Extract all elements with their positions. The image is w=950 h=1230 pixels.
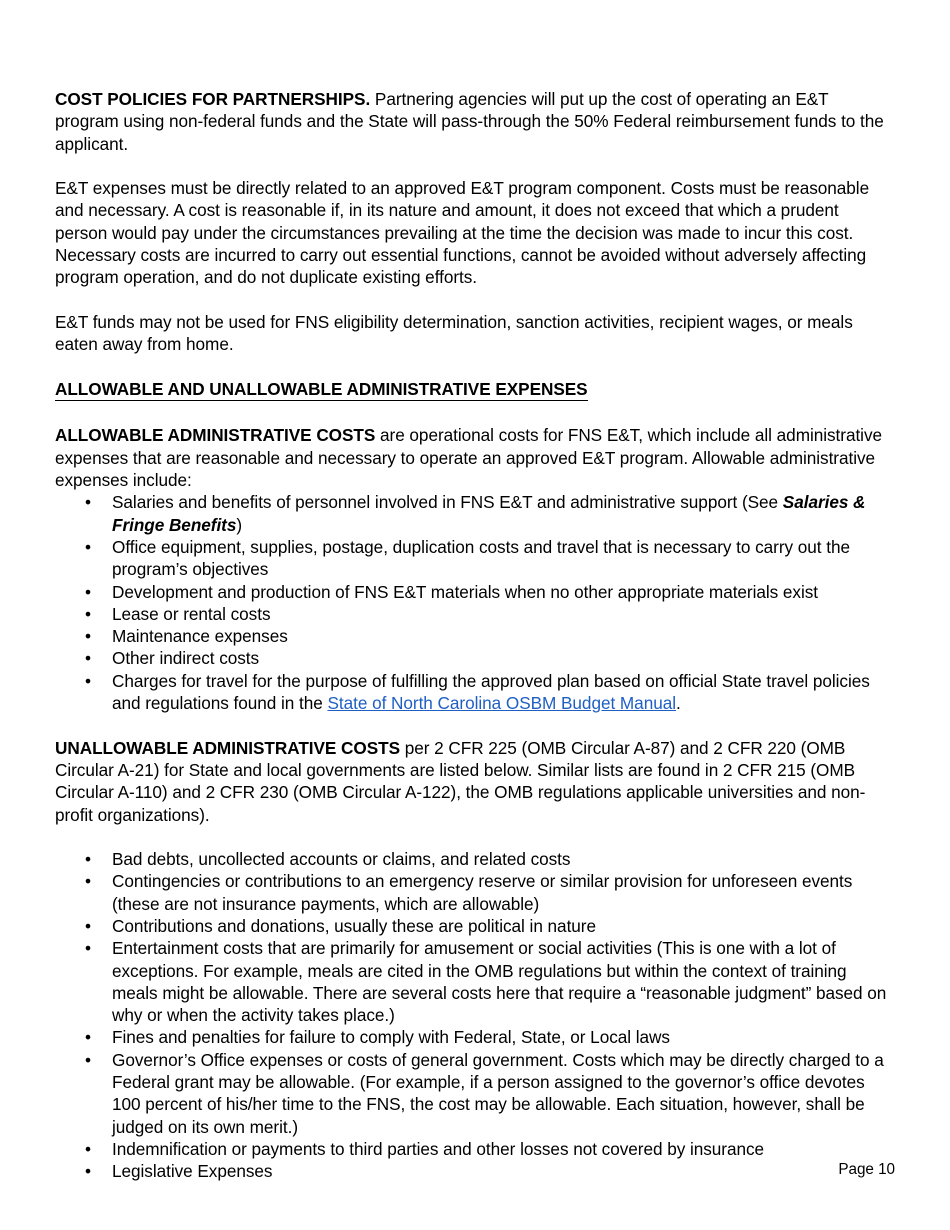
page-footer	[55, 1160, 895, 1179]
section-heading-wrapper	[55, 378, 895, 402]
cost-policies-lead-in: COST POLICIES FOR PARTNERSHIPS.	[55, 89, 371, 109]
list-item	[55, 670, 895, 715]
section-heading-allowable-unallowable: ALLOWABLE AND UNALLOWABLE ADMINISTRATIVE EXPENSES	[55, 378, 588, 401]
list-item-text-after: )	[236, 514, 243, 535]
list-item	[55, 491, 895, 536]
list-item-emphasis: Salaries & Fringe Benefits	[112, 492, 866, 535]
page-number: Page 10	[838, 1161, 895, 1178]
document-body	[55, 88, 895, 1183]
list-item: • Contingencies or contributions to an emergency reserve or similar provision for unforeseen events (these are not insurance payments, which are allowable)	[55, 870, 895, 915]
list-item	[55, 625, 895, 647]
paragraph-spacer	[55, 402, 895, 424]
list-item-text: Charges for travel for the purpose of fulfilling the approved plan based on official State travel policies and regulations found in the	[112, 670, 870, 714]
list-item	[55, 647, 895, 669]
list-item: • Indemnification or payments to third parties and other losses not covered by insurance	[55, 1138, 895, 1160]
list-item: • Legislative Expenses	[55, 1160, 895, 1182]
list-item-text-after: .	[675, 693, 681, 714]
paragraph-spacer	[55, 714, 895, 736]
paragraph-spacer	[55, 289, 895, 311]
list-item-text: Other indirect costs	[112, 648, 260, 669]
allowable-expenses-list	[55, 491, 895, 714]
paragraph-et-funds: E&T funds may not be used for FNS eligibility determination, sanction activities, recipient wages, or meals eaten away from home.	[55, 311, 853, 355]
list-item: • Governor’s Office expenses or costs of general government. Costs which may be directly charged to a Federal grant may be allowable. (For example, if a person assigned to the governor’s office devotes 100 percent of his/her time to the FNS, the cost may be allowable. Each situation, however, shall be judged on its own merit.)	[55, 1049, 895, 1138]
paragraph-allowable-admin-costs	[55, 424, 895, 491]
unallowable-text: per 2 CFR 225 (OMB Circular A-87) and 2 CFR 220 (OMB Circular A-21) for State and local governments are listed below. Similar lists are found in 2 CFR 215 (OMB Circular A-110) and 2 CFR 230 (OMB Circular A-122), the OMB regulations applicable universities and non-profit organizations).	[55, 737, 866, 825]
unallowable-lead-in: UNALLOWABLE ADMINISTRATIVE COSTS	[55, 737, 401, 758]
list-item-text: Office equipment, supplies, postage, duplication costs and travel that is necessary to carry out the program’s objectives	[112, 536, 850, 580]
list-item-text: Maintenance expenses	[112, 626, 288, 647]
list-item-text: Salaries and benefits of personnel involved in FNS E&T and administrative support (See	[112, 492, 783, 513]
list-item	[55, 536, 895, 581]
list-item: • Entertainment costs that are primarily for amusement or social activities (This is one with a lot of exceptions. For example, meals are cited in the OMB regulations but within the context of training meals might be allowable. There are several costs here that require a “reasonable judgment” based on why or when the activity takes place.)	[55, 937, 895, 1026]
list-item: • Fines and penalties for failure to comply with Federal, State, or Local laws	[55, 1026, 895, 1048]
cost-policies-text: Partnering agencies will put up the cost of operating an E&T program using non-federal funds and the State will pass-through the 50% Federal reimbursement funds to the applicant.	[55, 89, 884, 154]
list-item-text: Development and production of FNS E&T materials when no other appropriate materials exist	[112, 581, 819, 602]
list-item: • Bad debts, uncollected accounts or claims, and related costs	[55, 848, 895, 870]
osbm-budget-manual-link[interactable]: State of North Carolina OSBM Budget Manual	[327, 693, 676, 714]
allowable-lead-in: ALLOWABLE ADMINISTRATIVE COSTS	[55, 425, 376, 446]
paragraph-unallowable-admin-costs	[55, 737, 895, 826]
paragraph-spacer	[55, 826, 895, 848]
unallowable-expenses-list	[55, 848, 895, 1182]
paragraph-spacer	[55, 356, 895, 378]
paragraph-spacer	[55, 155, 895, 177]
paragraph-cost-policies	[55, 88, 895, 155]
allowable-text: are operational costs for FNS E&T, which include all administrative expenses that are reasonable and necessary to operate an approved E&T program. Allowable administrative expenses include:	[55, 425, 883, 491]
list-item-text: Lease or rental costs	[112, 603, 271, 624]
paragraph-et-expenses: E&T expenses must be directly related to an approved E&T program component. Costs must be reasonable and necessary. A cost is reasonable if, in its nature and amount, it does not exceed that which a prudent person would pay under the circumstances prevailing at the time the decision was made to incur this cost. Necessary costs are incurred to carry out essential functions, cannot be avoided without adversely affecting program operation, and do not duplicate existing efforts.	[55, 178, 870, 288]
list-item	[55, 581, 895, 603]
list-item: • Contributions and donations, usually these are political in nature	[55, 915, 895, 937]
list-item	[55, 603, 895, 625]
